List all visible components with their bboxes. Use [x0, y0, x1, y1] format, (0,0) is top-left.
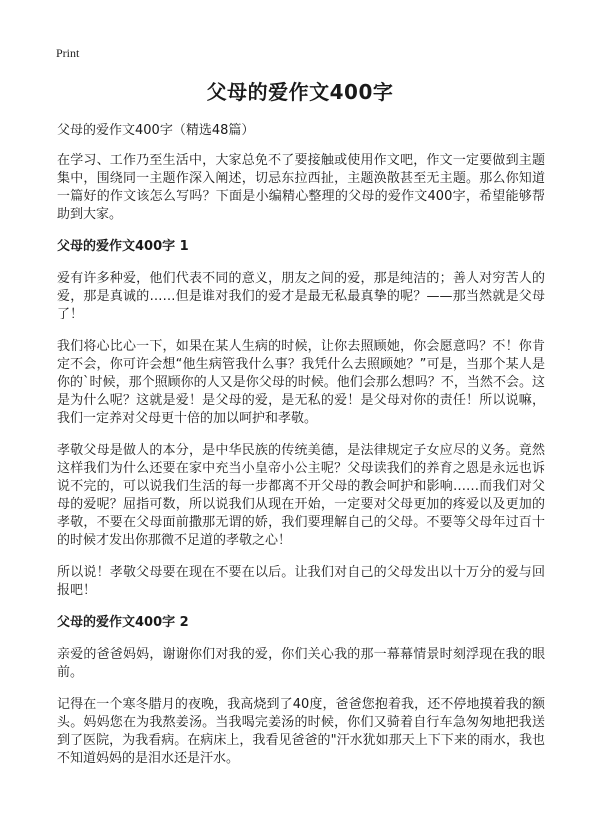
section-1-paragraph-1: 爱有许多种爱，他们代表不同的意义，朋友之间的爱，那是纯洁的；善人对穷苦人的爱，那是真诚的……但是谁对我们的爱才是最无私最真挚的呢？——那当然就是父母了！: [57, 271, 545, 322]
print-link[interactable]: Print: [56, 46, 80, 60]
section-1-heading: 父母的爱作文400字 1: [57, 239, 189, 254]
section-2-heading: 父母的爱作文400字 2: [57, 615, 189, 630]
document-title: 父母的爱作文400字: [206, 80, 394, 104]
document-body: [57, 122, 545, 782]
section-1-paragraph-3: 孝敬父母是做人的本分，是中华民族的传统美德，是法律规定子女应尽的义务。竟然这样我们为什么还要在家中充当小皇帝小公主呢？父母读我们的养育之恩是永远也诉说不完的，可以说我们生活的每一步都离不开父母的教会呵护和影响……而我们对父母的爱呢？屈指可数，所以说我们从现在开始，一定要对父母更加的疼爱以及更加的孝敬，不要在父母面前撒那无谓的娇，我们要理解自己的父母。不要等父母年过百十的时候才发出你那微不足道的孝敬之心！: [57, 443, 545, 548]
section-1-paragraph-4: 所以说！孝敬父母要在现在不要在以后。让我们对自己的父母发出以十万分的爱与回报吧！: [57, 565, 545, 598]
section-2-paragraph-2: 记得在一个寒冬腊月的夜晚，我高烧到了40度，爸爸您抱着我，还不停地摸着我的额头。妈妈您在为我熬姜汤。当我喝完姜汤的时候，你们又骑着自行车急匆匆地把我送到了医院，为我看病。在病床上，我看见爸爸的"汗水犹如那天上下下来的雨水，我也不知道妈妈的是泪水还是汗水。: [57, 697, 545, 766]
intro-paragraph: 在学习、工作乃至生活中，大家总免不了要接触或使用作文吧，作文一定要做到主题集中，围绕同一主题作深入阐述，切忌东拉西扯，主题涣散甚至无主题。那么你知道一篇好的作文该怎么写吗？下面是小编精心整理的父母的爱作文400字，希望能够帮助到大家。: [57, 153, 545, 222]
section-1-paragraph-2: 我们将心比心一下，如果在某人生病的时候，让你去照顾她，你会愿意吗？不！你肯定不会，你可许会想“他生病管我什么事？我凭什么去照顾她？”可是，当那个某人是你的`时候，那个照顾你的人又是你父母的时候。他们会那么想吗？不，当然不会。这是为什么呢？这就是爱！是父母的爱，是无私的爱！是父母对你的责任！所以说嘛，我们一定养对父母更十倍的加以呵护和孝敬。: [57, 339, 545, 426]
document-subtitle: 父母的爱作文400字（精选48篇）: [57, 123, 255, 138]
section-2-paragraph-1: 亲爱的爸爸妈妈，谢谢你们对我的爱，你们关心我的那一幕幕情景时刻浮现在我的眼前。: [57, 647, 545, 680]
